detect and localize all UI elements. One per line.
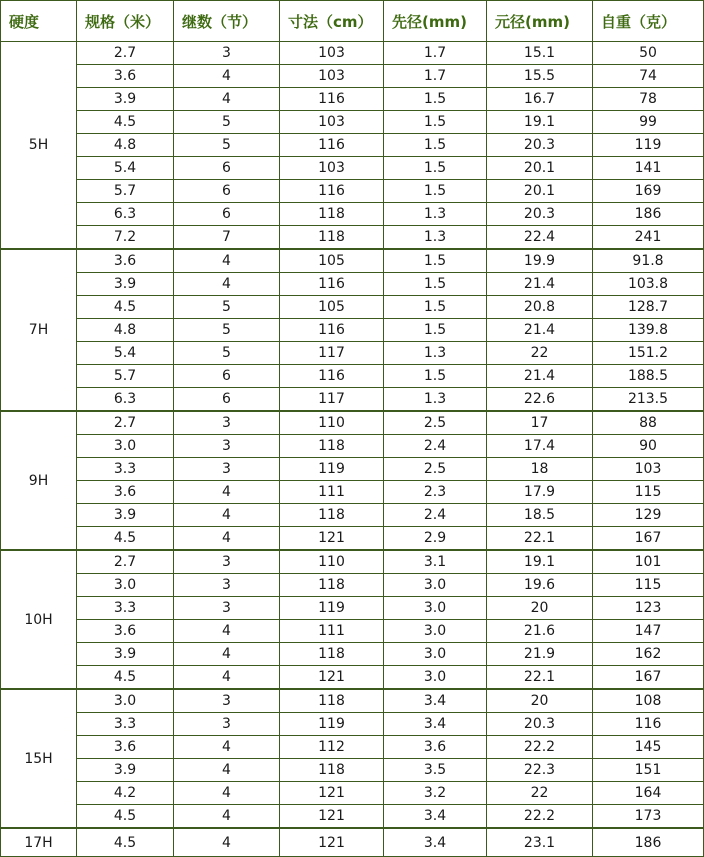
cell-length: 3.9 (77, 504, 174, 527)
cell-tip-diameter: 1.5 (384, 157, 487, 180)
cell-butt-diameter: 20 (487, 689, 593, 713)
cell-tip-diameter: 2.4 (384, 435, 487, 458)
cell-closed-length: 110 (280, 411, 384, 435)
cell-sections: 4 (174, 782, 280, 805)
cell-sections: 5 (174, 134, 280, 157)
table-row (1, 666, 704, 690)
table-row (1, 759, 704, 782)
table-row (1, 180, 704, 203)
table-row (1, 689, 704, 713)
cell-closed-length: 111 (280, 620, 384, 643)
cell-weight: 139.8 (593, 319, 704, 342)
cell-tip-diameter: 1.5 (384, 319, 487, 342)
table-row (1, 65, 704, 88)
cell-weight: 74 (593, 65, 704, 88)
table-row (1, 643, 704, 666)
cell-closed-length: 118 (280, 435, 384, 458)
cell-length: 4.5 (77, 111, 174, 134)
cell-tip-diameter: 3.4 (384, 805, 487, 829)
cell-closed-length: 103 (280, 157, 384, 180)
cell-butt-diameter: 21.4 (487, 365, 593, 388)
header-row (1, 1, 704, 42)
cell-closed-length: 121 (280, 828, 384, 857)
cell-sections: 3 (174, 550, 280, 574)
cell-tip-diameter: 3.1 (384, 550, 487, 574)
cell-closed-length: 121 (280, 527, 384, 551)
cell-butt-diameter: 20.1 (487, 180, 593, 203)
cell-sections: 5 (174, 319, 280, 342)
cell-length: 6.3 (77, 388, 174, 412)
cell-closed-length: 103 (280, 42, 384, 65)
table-row (1, 134, 704, 157)
table-row (1, 736, 704, 759)
cell-tip-diameter: 1.7 (384, 42, 487, 65)
cell-closed-length: 116 (280, 273, 384, 296)
cell-weight: 91.8 (593, 249, 704, 273)
table-row (1, 42, 704, 65)
cell-closed-length: 105 (280, 296, 384, 319)
cell-sections: 6 (174, 180, 280, 203)
cell-butt-diameter: 17.4 (487, 435, 593, 458)
cell-tip-diameter: 1.5 (384, 296, 487, 319)
table-body (1, 42, 704, 857)
cell-butt-diameter: 22.4 (487, 226, 593, 250)
cell-sections: 7 (174, 226, 280, 250)
cell-sections: 4 (174, 736, 280, 759)
cell-sections: 6 (174, 365, 280, 388)
table-row (1, 273, 704, 296)
cell-length: 3.0 (77, 435, 174, 458)
cell-closed-length: 119 (280, 458, 384, 481)
table-row (1, 203, 704, 226)
table-row (1, 157, 704, 180)
cell-tip-diameter: 2.5 (384, 411, 487, 435)
table-row (1, 805, 704, 829)
cell-tip-diameter: 1.5 (384, 88, 487, 111)
table-row (1, 550, 704, 574)
header-closed-length: 寸法（cm） (280, 1, 384, 42)
cell-length: 4.5 (77, 828, 174, 857)
table-row (1, 481, 704, 504)
cell-length: 4.2 (77, 782, 174, 805)
cell-tip-diameter: 3.4 (384, 689, 487, 713)
cell-butt-diameter: 21.9 (487, 643, 593, 666)
cell-length: 4.5 (77, 527, 174, 551)
hardness-cell: 5H (1, 42, 77, 250)
table-row (1, 342, 704, 365)
cell-butt-diameter: 20 (487, 597, 593, 620)
table-row (1, 504, 704, 527)
cell-weight: 213.5 (593, 388, 704, 412)
cell-tip-diameter: 1.5 (384, 273, 487, 296)
table-row (1, 388, 704, 412)
cell-butt-diameter: 16.7 (487, 88, 593, 111)
cell-length: 3.3 (77, 713, 174, 736)
cell-length: 3.9 (77, 273, 174, 296)
cell-tip-diameter: 3.0 (384, 574, 487, 597)
cell-closed-length: 118 (280, 759, 384, 782)
hardness-cell: 15H (1, 689, 77, 828)
cell-closed-length: 117 (280, 388, 384, 412)
cell-tip-diameter: 3.0 (384, 597, 487, 620)
cell-butt-diameter: 15.1 (487, 42, 593, 65)
table-row (1, 411, 704, 435)
cell-length: 3.0 (77, 689, 174, 713)
cell-weight: 115 (593, 481, 704, 504)
table-row (1, 319, 704, 342)
cell-sections: 3 (174, 574, 280, 597)
cell-sections: 3 (174, 411, 280, 435)
cell-closed-length: 112 (280, 736, 384, 759)
cell-tip-diameter: 2.4 (384, 504, 487, 527)
cell-length: 3.3 (77, 458, 174, 481)
cell-tip-diameter: 2.5 (384, 458, 487, 481)
cell-sections: 4 (174, 620, 280, 643)
cell-sections: 3 (174, 713, 280, 736)
cell-tip-diameter: 3.0 (384, 666, 487, 690)
cell-butt-diameter: 19.9 (487, 249, 593, 273)
table-row (1, 296, 704, 319)
cell-closed-length: 118 (280, 689, 384, 713)
cell-length: 2.7 (77, 550, 174, 574)
cell-tip-diameter: 1.5 (384, 180, 487, 203)
table-row (1, 574, 704, 597)
cell-closed-length: 121 (280, 782, 384, 805)
cell-butt-diameter: 22.3 (487, 759, 593, 782)
cell-closed-length: 119 (280, 597, 384, 620)
cell-weight: 169 (593, 180, 704, 203)
cell-butt-diameter: 20.1 (487, 157, 593, 180)
cell-butt-diameter: 17.9 (487, 481, 593, 504)
cell-closed-length: 116 (280, 88, 384, 111)
cell-weight: 151 (593, 759, 704, 782)
cell-sections: 3 (174, 435, 280, 458)
cell-butt-diameter: 18 (487, 458, 593, 481)
cell-weight: 141 (593, 157, 704, 180)
cell-weight: 108 (593, 689, 704, 713)
cell-butt-diameter: 23.1 (487, 828, 593, 857)
cell-tip-diameter: 1.3 (384, 226, 487, 250)
table-row (1, 828, 704, 857)
cell-length: 4.8 (77, 134, 174, 157)
cell-length: 3.0 (77, 574, 174, 597)
cell-weight: 147 (593, 620, 704, 643)
cell-sections: 4 (174, 273, 280, 296)
cell-sections: 3 (174, 458, 280, 481)
cell-butt-diameter: 20.3 (487, 134, 593, 157)
table-row (1, 88, 704, 111)
cell-length: 3.9 (77, 643, 174, 666)
cell-butt-diameter: 17 (487, 411, 593, 435)
cell-tip-diameter: 3.4 (384, 713, 487, 736)
cell-closed-length: 118 (280, 574, 384, 597)
cell-weight: 128.7 (593, 296, 704, 319)
cell-butt-diameter: 20.3 (487, 203, 593, 226)
cell-weight: 78 (593, 88, 704, 111)
cell-length: 5.4 (77, 342, 174, 365)
cell-length: 3.9 (77, 759, 174, 782)
cell-sections: 4 (174, 527, 280, 551)
cell-sections: 3 (174, 597, 280, 620)
cell-length: 5.7 (77, 180, 174, 203)
cell-butt-diameter: 21.4 (487, 273, 593, 296)
cell-tip-diameter: 2.3 (384, 481, 487, 504)
cell-weight: 145 (593, 736, 704, 759)
cell-butt-diameter: 19.1 (487, 111, 593, 134)
cell-weight: 241 (593, 226, 704, 250)
cell-weight: 116 (593, 713, 704, 736)
cell-length: 4.5 (77, 296, 174, 319)
cell-tip-diameter: 3.0 (384, 643, 487, 666)
cell-tip-diameter: 3.2 (384, 782, 487, 805)
cell-closed-length: 111 (280, 481, 384, 504)
cell-sections: 4 (174, 828, 280, 857)
cell-weight: 103 (593, 458, 704, 481)
cell-weight: 101 (593, 550, 704, 574)
cell-sections: 5 (174, 111, 280, 134)
table-row (1, 597, 704, 620)
cell-weight: 186 (593, 203, 704, 226)
cell-closed-length: 116 (280, 134, 384, 157)
hardness-cell: 9H (1, 411, 77, 550)
cell-sections: 6 (174, 203, 280, 226)
table-row (1, 365, 704, 388)
cell-length: 3.6 (77, 736, 174, 759)
header-length: 规格（米） (77, 1, 174, 42)
cell-closed-length: 116 (280, 365, 384, 388)
cell-length: 3.6 (77, 249, 174, 273)
cell-length: 3.3 (77, 597, 174, 620)
cell-butt-diameter: 22.1 (487, 527, 593, 551)
header-weight: 自重（克） (593, 1, 704, 42)
cell-weight: 167 (593, 527, 704, 551)
cell-weight: 129 (593, 504, 704, 527)
cell-tip-diameter: 1.5 (384, 134, 487, 157)
cell-sections: 4 (174, 643, 280, 666)
cell-tip-diameter: 3.0 (384, 620, 487, 643)
cell-tip-diameter: 1.7 (384, 65, 487, 88)
table-row (1, 249, 704, 273)
cell-tip-diameter: 3.4 (384, 828, 487, 857)
cell-closed-length: 121 (280, 805, 384, 829)
cell-weight: 103.8 (593, 273, 704, 296)
table-row (1, 226, 704, 250)
cell-tip-diameter: 1.5 (384, 249, 487, 273)
cell-length: 5.7 (77, 365, 174, 388)
cell-tip-diameter: 1.3 (384, 388, 487, 412)
table-row (1, 620, 704, 643)
cell-butt-diameter: 22.6 (487, 388, 593, 412)
cell-weight: 123 (593, 597, 704, 620)
cell-tip-diameter: 1.5 (384, 111, 487, 134)
table-row (1, 111, 704, 134)
cell-weight: 173 (593, 805, 704, 829)
cell-weight: 90 (593, 435, 704, 458)
cell-length: 2.7 (77, 42, 174, 65)
header-sections: 继数（节） (174, 1, 280, 42)
cell-butt-diameter: 22 (487, 782, 593, 805)
cell-closed-length: 103 (280, 65, 384, 88)
cell-weight: 188.5 (593, 365, 704, 388)
header-butt-diameter: 元径(mm) (487, 1, 593, 42)
cell-length: 4.8 (77, 319, 174, 342)
cell-length: 4.5 (77, 805, 174, 829)
cell-tip-diameter: 1.3 (384, 342, 487, 365)
cell-sections: 4 (174, 805, 280, 829)
hardness-cell: 10H (1, 550, 77, 689)
cell-weight: 164 (593, 782, 704, 805)
cell-sections: 4 (174, 65, 280, 88)
cell-sections: 6 (174, 388, 280, 412)
cell-closed-length: 118 (280, 643, 384, 666)
hardness-cell: 7H (1, 249, 77, 411)
cell-closed-length: 103 (280, 111, 384, 134)
cell-closed-length: 110 (280, 550, 384, 574)
cell-sections: 5 (174, 296, 280, 319)
cell-weight: 50 (593, 42, 704, 65)
cell-butt-diameter: 21.4 (487, 319, 593, 342)
cell-sections: 4 (174, 88, 280, 111)
cell-length: 2.7 (77, 411, 174, 435)
cell-butt-diameter: 22.2 (487, 736, 593, 759)
table-row (1, 527, 704, 551)
cell-tip-diameter: 1.5 (384, 365, 487, 388)
cell-butt-diameter: 20.8 (487, 296, 593, 319)
cell-weight: 167 (593, 666, 704, 690)
table-row (1, 435, 704, 458)
cell-closed-length: 118 (280, 504, 384, 527)
cell-tip-diameter: 1.3 (384, 203, 487, 226)
cell-length: 5.4 (77, 157, 174, 180)
cell-tip-diameter: 3.6 (384, 736, 487, 759)
cell-closed-length: 118 (280, 203, 384, 226)
table-row (1, 713, 704, 736)
header-hardness: 硬度 (1, 1, 77, 42)
cell-butt-diameter: 22 (487, 342, 593, 365)
cell-closed-length: 118 (280, 226, 384, 250)
cell-butt-diameter: 20.3 (487, 713, 593, 736)
cell-weight: 119 (593, 134, 704, 157)
cell-sections: 4 (174, 666, 280, 690)
cell-length: 3.6 (77, 65, 174, 88)
cell-tip-diameter: 3.5 (384, 759, 487, 782)
cell-closed-length: 121 (280, 666, 384, 690)
cell-butt-diameter: 18.5 (487, 504, 593, 527)
cell-length: 3.6 (77, 481, 174, 504)
table-row (1, 458, 704, 481)
cell-butt-diameter: 21.6 (487, 620, 593, 643)
cell-weight: 115 (593, 574, 704, 597)
cell-butt-diameter: 19.6 (487, 574, 593, 597)
cell-sections: 6 (174, 157, 280, 180)
cell-closed-length: 116 (280, 319, 384, 342)
cell-closed-length: 117 (280, 342, 384, 365)
header-tip-diameter: 先径(mm) (384, 1, 487, 42)
cell-length: 3.9 (77, 88, 174, 111)
cell-length: 3.6 (77, 620, 174, 643)
cell-weight: 186 (593, 828, 704, 857)
cell-butt-diameter: 22.1 (487, 666, 593, 690)
cell-sections: 4 (174, 249, 280, 273)
cell-sections: 4 (174, 504, 280, 527)
cell-closed-length: 116 (280, 180, 384, 203)
cell-tip-diameter: 2.9 (384, 527, 487, 551)
hardness-cell: 17H (1, 828, 77, 857)
cell-closed-length: 119 (280, 713, 384, 736)
cell-length: 4.5 (77, 666, 174, 690)
cell-sections: 3 (174, 689, 280, 713)
cell-weight: 88 (593, 411, 704, 435)
cell-length: 6.3 (77, 203, 174, 226)
cell-sections: 3 (174, 42, 280, 65)
cell-length: 7.2 (77, 226, 174, 250)
cell-butt-diameter: 22.2 (487, 805, 593, 829)
cell-butt-diameter: 19.1 (487, 550, 593, 574)
cell-sections: 4 (174, 759, 280, 782)
cell-weight: 162 (593, 643, 704, 666)
cell-weight: 99 (593, 111, 704, 134)
cell-sections: 4 (174, 481, 280, 504)
table-row (1, 782, 704, 805)
cell-sections: 5 (174, 342, 280, 365)
cell-butt-diameter: 15.5 (487, 65, 593, 88)
cell-closed-length: 105 (280, 249, 384, 273)
cell-weight: 151.2 (593, 342, 704, 365)
